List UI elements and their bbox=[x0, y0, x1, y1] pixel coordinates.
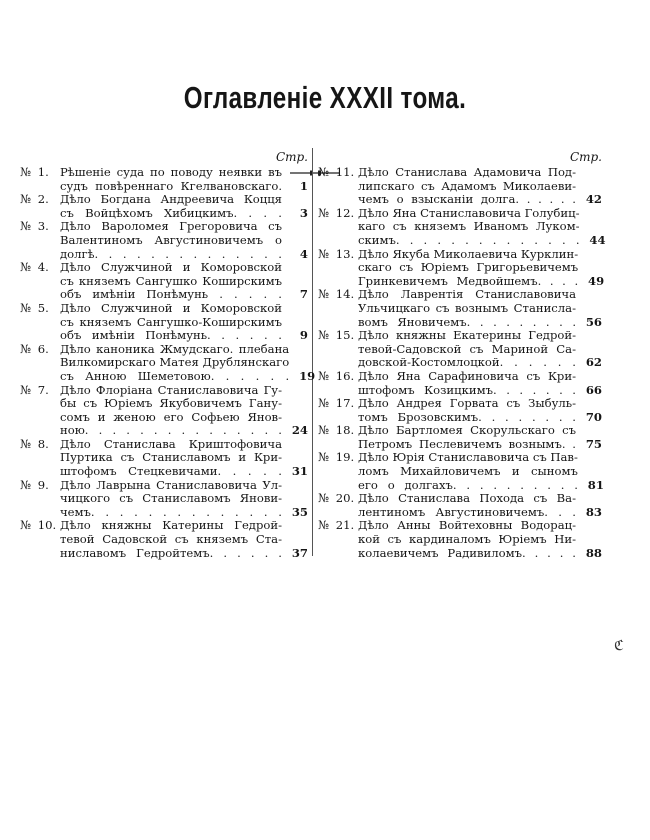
entry-title bbox=[358, 519, 576, 560]
number-sign: № bbox=[20, 341, 31, 356]
entry-number bbox=[318, 397, 358, 424]
entry-title bbox=[358, 397, 576, 424]
entry-number-value: 14. bbox=[335, 287, 355, 302]
entry-title-line: Дѣло Анны Войтеховны Водорац- bbox=[358, 519, 576, 533]
entry-page-number: 9 bbox=[299, 328, 308, 343]
entry-title-line: Гринкевичемъ Медвойшемъ. . . . bbox=[358, 274, 579, 288]
entry-number bbox=[318, 166, 358, 207]
number-sign: № bbox=[318, 518, 329, 533]
entry-page-number: 88 bbox=[585, 545, 602, 560]
entry-page-number: 42 bbox=[585, 192, 602, 207]
entry-title-line: Дѣло Станислава Криштофовича bbox=[60, 437, 282, 451]
entry-number bbox=[318, 492, 358, 519]
entry-title-line: кой съ кардиналомъ Юріемъ Ни- bbox=[358, 533, 576, 547]
entry-number-value: 17. bbox=[335, 396, 355, 411]
number-sign: № bbox=[20, 165, 31, 179]
entry-title-line: долгѣ. . . . . . . . . . . . . . bbox=[60, 247, 282, 261]
entry-title-line: съ Войцѣхомъ Хибицкимъ. . . . bbox=[60, 206, 282, 220]
entry-title-line: Дѣло Флоріана Станиславовича Гу- bbox=[60, 383, 282, 397]
entry-page-number: 83 bbox=[585, 504, 602, 519]
entry-title bbox=[60, 193, 282, 220]
entry-page-number: 24 bbox=[291, 423, 308, 438]
entry-number bbox=[318, 424, 358, 451]
toc-entry bbox=[20, 479, 308, 520]
entry-title-line: ниславомъ Гедройтемъ. . . . . . bbox=[60, 546, 282, 560]
entry-number-value: 3. bbox=[37, 219, 49, 234]
toc-column-left bbox=[20, 150, 316, 560]
entry-title-line: бы съ Юріемъ Якубовичемъ Гану- bbox=[60, 397, 282, 411]
entry-title bbox=[60, 343, 289, 384]
entry-title-line: скимъ. . . . . . . . . . . . . . bbox=[358, 233, 580, 247]
toc-entry bbox=[318, 519, 602, 560]
entry-number bbox=[20, 438, 60, 479]
entry-number-value: 11. bbox=[335, 165, 355, 179]
entry-number-value: 21. bbox=[335, 518, 355, 533]
entry-title-line: довской-Костомлоцкой. . . . . . bbox=[358, 356, 576, 370]
number-sign: № bbox=[20, 300, 31, 315]
entry-title-line: ною. . . . . . . . . . . . . . . bbox=[60, 424, 282, 438]
number-sign: № bbox=[318, 491, 329, 506]
toc-entry bbox=[318, 166, 602, 207]
entry-number bbox=[20, 343, 60, 384]
number-sign: № bbox=[20, 219, 31, 234]
entry-title-line: лентиномъ Августиновичемъ. . . bbox=[358, 505, 576, 519]
entry-title bbox=[358, 207, 580, 248]
entry-title-line: штофомъ Стецкевичами. . . . . bbox=[60, 465, 282, 479]
entry-number bbox=[318, 288, 358, 329]
entry-title-line: Дѣло Яна Сарафиновича съ Кри- bbox=[358, 369, 576, 383]
entry-title-line: Дѣло Станислава Похода съ Ва- bbox=[358, 492, 576, 506]
entry-number-value: 2. bbox=[37, 192, 49, 207]
entry-number bbox=[20, 519, 60, 560]
entry-title-line: съ княземъ Сангушко Коширскимъ bbox=[60, 274, 282, 288]
entry-title-line: Дѣло Лаврентія Станиславовича bbox=[358, 288, 576, 302]
toc-entry bbox=[318, 451, 602, 492]
number-sign: № bbox=[318, 328, 329, 343]
entry-title-line: тевой Садовской съ княземъ Ста- bbox=[60, 533, 282, 547]
entry-title bbox=[60, 261, 282, 302]
entry-title-line: Дѣло Станислава Адамовича Под- bbox=[358, 166, 576, 179]
entry-number-value: 7. bbox=[37, 382, 49, 397]
entry-title bbox=[60, 519, 282, 560]
toc-entry bbox=[318, 288, 602, 329]
entry-title bbox=[60, 220, 282, 261]
entry-title bbox=[358, 166, 576, 207]
entry-title-line: судъ повѣреннаго Кгелвановскаго. bbox=[60, 179, 282, 193]
entry-title-line: Валентиномъ Августиновичемъ о bbox=[60, 233, 282, 247]
entry-title bbox=[358, 288, 576, 329]
entry-title-line: ломъ Михайловичемъ и сыномъ bbox=[358, 465, 578, 479]
toc-column-right bbox=[318, 150, 606, 560]
entry-number bbox=[318, 248, 358, 289]
toc-entry bbox=[318, 205, 606, 248]
entry-title-line: Дѣло каноника Жмудскаго. плебана bbox=[60, 342, 290, 356]
entry-title bbox=[60, 479, 282, 520]
entry-title bbox=[358, 424, 576, 451]
entry-page-number: 49 bbox=[588, 273, 605, 288]
toc-entry bbox=[318, 492, 602, 519]
entry-title-line: объ имѣніи Понѣмунь . . . . . bbox=[60, 288, 282, 302]
entry-page-number: 31 bbox=[291, 464, 308, 479]
number-sign: № bbox=[318, 205, 329, 220]
entry-title-line: чемъ. . . . . . . . . . . . . . bbox=[60, 505, 282, 519]
entry-number-value: 18. bbox=[335, 423, 355, 438]
number-sign: № bbox=[318, 423, 329, 438]
entry-number-value: 16. bbox=[335, 368, 355, 383]
entry-title-line: Дѣло Служчиной и Коморовской bbox=[60, 301, 282, 315]
entry-title-line: вомъ Яновичемъ. . . . . . . . . bbox=[358, 315, 576, 329]
page-column-label: Стр. bbox=[275, 150, 308, 164]
entry-number-value: 19. bbox=[335, 450, 355, 465]
entry-page-number: 19 bbox=[299, 368, 316, 383]
entry-number bbox=[318, 207, 358, 248]
toc-entry bbox=[318, 329, 602, 370]
entry-number bbox=[318, 329, 358, 370]
entry-page-number: 56 bbox=[585, 314, 602, 329]
number-sign: № bbox=[20, 518, 31, 533]
entry-title-line: сомъ и женою его Софьею Янов- bbox=[60, 410, 282, 424]
toc-entry bbox=[20, 341, 316, 384]
entry-number-value: 10. bbox=[37, 518, 57, 533]
number-sign: № bbox=[20, 382, 31, 397]
entry-title bbox=[358, 492, 576, 519]
entry-number bbox=[20, 384, 60, 438]
entry-title-line: Дѣло Бартломея Скорульскаго съ bbox=[358, 424, 576, 438]
entry-title bbox=[60, 166, 282, 193]
entry-title-line: Пуртика съ Станиславомъ и Кри- bbox=[60, 451, 282, 465]
entry-number bbox=[20, 261, 60, 302]
column-divider bbox=[312, 148, 313, 556]
entry-page-number: 37 bbox=[291, 545, 308, 560]
entry-number-value: 4. bbox=[37, 260, 49, 275]
number-sign: № bbox=[20, 477, 31, 492]
entry-number bbox=[20, 479, 60, 520]
toc-entry bbox=[20, 193, 308, 220]
entry-title-line: Дѣло княжны Екатерины Гедрой- bbox=[358, 329, 576, 343]
entry-title-line: Дѣло Богдана Андреевича Коцця bbox=[60, 193, 282, 207]
entry-title-line: Дѣло Служчиной и Коморовской bbox=[60, 261, 282, 275]
entry-page-number: 70 bbox=[585, 409, 602, 424]
entry-title-line: Дѣло Андрея Горвата съ Зыбуль- bbox=[358, 397, 576, 411]
entry-title-line: Дѣло Вароломея Грегоровича съ bbox=[60, 220, 282, 234]
entry-title-line: штофомъ Козицкимъ. . . . . . . bbox=[358, 383, 576, 397]
page-column-label: Стр. bbox=[569, 150, 602, 164]
toc-entry bbox=[318, 424, 602, 451]
page-title: Оглавленіе XXXII тома. bbox=[183, 80, 467, 115]
entry-page-number: 3 bbox=[299, 205, 308, 220]
entry-title-line: Рѣшеніе суда по поводу неявки въ bbox=[60, 166, 282, 179]
entry-title bbox=[358, 329, 576, 370]
entry-page-number: 75 bbox=[585, 436, 602, 451]
entry-title-line: Дѣло княжны Катерины Гедрой- bbox=[60, 519, 282, 533]
entry-title-line: колаевичемъ Радивиломъ. . . . . bbox=[358, 546, 576, 560]
entry-title-line: Вилкомирскаго Матея Друблянскаго bbox=[60, 356, 290, 370]
entry-number bbox=[20, 166, 60, 193]
entry-number-value: 9. bbox=[37, 477, 49, 492]
entry-title-line: липскаго съ Адамомъ Миколаеви- bbox=[358, 179, 576, 193]
toc-entry bbox=[20, 302, 308, 343]
entry-title-line: каго съ княземъ Иваномъ Луком- bbox=[358, 220, 580, 234]
entry-number-value: 6. bbox=[37, 341, 49, 356]
toc-entry bbox=[318, 246, 605, 289]
entry-title-line: Дѣло Якуба Миколаевича Курклин- bbox=[358, 247, 579, 261]
entry-page-number: 7 bbox=[299, 287, 308, 302]
entry-title-line: Дѣло Яна Станиславовича Голубиц- bbox=[358, 206, 580, 220]
entry-title bbox=[60, 438, 282, 479]
entry-number bbox=[20, 302, 60, 343]
entry-page-number: 66 bbox=[585, 382, 602, 397]
toc-entry bbox=[318, 397, 602, 424]
entry-title-line: Дѣло Лаврына Станиславовича Ул- bbox=[60, 478, 282, 492]
entry-title-line: чемъ о взысканіи долга. . . . . . bbox=[358, 193, 576, 207]
entry-title-line: Петромъ Песлевичемъ вознымъ. . bbox=[358, 437, 576, 451]
entry-number bbox=[318, 370, 358, 397]
toc-entry bbox=[318, 370, 602, 397]
entry-page-number: 35 bbox=[291, 504, 308, 519]
entry-number bbox=[20, 193, 60, 220]
toc-entry bbox=[20, 438, 308, 479]
number-sign: № bbox=[318, 396, 329, 411]
number-sign: № bbox=[20, 260, 31, 275]
entry-title bbox=[358, 370, 576, 397]
toc-entry bbox=[20, 261, 308, 302]
entry-title-line: чицкого съ Станиславомъ Янови- bbox=[60, 492, 282, 506]
entry-title-line: объ имѣніи Понѣмунь. . . . . . bbox=[60, 329, 282, 343]
entry-title bbox=[60, 302, 282, 343]
entry-title-line: его о долгахъ. . . . . . . . . . bbox=[358, 478, 578, 492]
entry-title-line: тевой-Садовской съ Мариной Са- bbox=[358, 342, 576, 356]
entry-page-number: 62 bbox=[585, 355, 602, 370]
entry-title bbox=[358, 451, 578, 492]
entry-title-line: томъ Брозовскимъ. . . . . . . . bbox=[358, 410, 576, 424]
entry-number bbox=[318, 451, 358, 492]
entry-page-number: 81 bbox=[587, 477, 604, 492]
entry-number bbox=[20, 220, 60, 261]
entry-number-value: 1. bbox=[37, 165, 49, 179]
number-sign: № bbox=[318, 368, 329, 383]
entry-title-line: съ княземъ Сангушко-Коширскимъ bbox=[60, 315, 282, 329]
entry-number-value: 15. bbox=[335, 328, 355, 343]
number-sign: № bbox=[20, 436, 31, 451]
toc-entry bbox=[20, 220, 308, 261]
entry-number bbox=[318, 519, 358, 560]
number-sign: № bbox=[318, 246, 329, 261]
toc-entry bbox=[20, 384, 308, 438]
corner-mark-icon: ℭ bbox=[614, 638, 624, 654]
entry-number-value: 20. bbox=[335, 491, 355, 506]
entry-title-line: Дѣло Юрія Станиславовича съ Пав- bbox=[358, 451, 578, 465]
entry-number-value: 8. bbox=[37, 436, 49, 451]
number-sign: № bbox=[318, 165, 329, 179]
entry-number-value: 5. bbox=[37, 300, 49, 315]
entry-title-line: скаго съ Юріемъ Григорьевичемъ bbox=[358, 261, 579, 275]
entry-title bbox=[358, 248, 578, 289]
entry-page-number: 44 bbox=[589, 232, 606, 247]
entry-title-line: Ульчицкаго съ вознымъ Станисла- bbox=[358, 301, 576, 315]
entry-number-value: 12. bbox=[335, 205, 355, 220]
toc-entry bbox=[20, 519, 308, 560]
toc-entry bbox=[20, 166, 308, 193]
entry-page-number: 4 bbox=[299, 246, 308, 261]
entry-title bbox=[60, 384, 282, 438]
number-sign: № bbox=[20, 192, 31, 207]
entry-page-number: 1 bbox=[299, 178, 308, 193]
entry-title-line: съ Анною Шеметовою. . . . . . bbox=[60, 369, 290, 383]
number-sign: № bbox=[318, 450, 329, 465]
entry-number-value: 13. bbox=[335, 246, 355, 261]
number-sign: № bbox=[318, 287, 329, 302]
